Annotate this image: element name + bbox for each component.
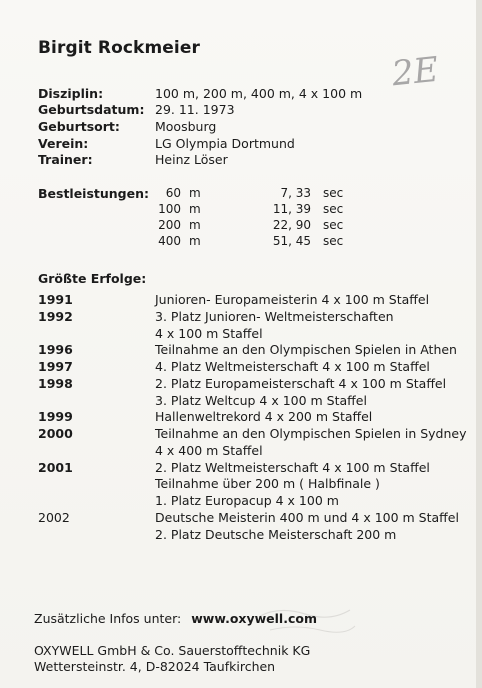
result-text: 1. Platz Europacup 4 x 100 m — [155, 493, 339, 508]
best-unit: m — [189, 202, 201, 216]
result-text: Hallenweltrekord 4 x 200 m Staffel — [155, 409, 373, 424]
bestleistungen-label: Bestleistungen: — [38, 186, 150, 201]
best-unit: m — [189, 186, 201, 200]
info-label: Disziplin: — [38, 86, 104, 101]
result-year: 2001 — [38, 460, 73, 475]
result-text: Junioren- Europameisterin 4 x 100 m Staffel — [155, 292, 430, 307]
result-year: 2000 — [38, 426, 73, 441]
footer-infos-label: Zusätzliche Infos unter: — [34, 611, 182, 626]
info-value: 100 m, 200 m, 400 m, 4 x 100 m — [155, 86, 363, 101]
info-value: Heinz Löser — [155, 152, 228, 167]
best-sec: sec — [323, 218, 344, 232]
info-label: Verein: — [38, 136, 89, 151]
result-year: 1999 — [38, 409, 73, 424]
result-text: Teilnahme über 200 m ( Halbfinale ) — [155, 476, 380, 491]
best-unit: m — [189, 218, 201, 232]
result-year: 1992 — [38, 309, 73, 324]
best-time: 11, 39 — [272, 202, 311, 216]
best-distance: 60 — [165, 186, 181, 200]
info-value: LG Olympia Dortmund — [155, 136, 295, 151]
result-text: 2. Platz Weltmeisterschaft 4 x 100 m Staffel — [155, 460, 430, 475]
result-text: 2. Platz Deutsche Meisterschaft 200 m — [155, 527, 397, 542]
result-year: 1997 — [38, 359, 73, 374]
best-sec: sec — [323, 186, 344, 200]
athlete-name: Birgit Rockmeier — [38, 38, 200, 58]
footer-address: Wettersteinstr. 4, D-82024 Taufkirchen — [34, 659, 276, 674]
info-label: Geburtsdatum: — [38, 102, 145, 117]
best-sec: sec — [323, 234, 344, 248]
result-year: 1996 — [38, 342, 73, 357]
best-sec: sec — [323, 202, 344, 216]
best-unit: m — [189, 234, 201, 248]
info-value: 29. 11. 1973 — [155, 102, 235, 117]
info-label: Trainer: — [38, 152, 93, 167]
best-time: 7, 33 — [280, 186, 311, 200]
result-text: Deutsche Meisterin 400 m und 4 x 100 m Staffel — [155, 510, 459, 525]
best-distance: 100 — [158, 202, 181, 216]
best-time: 51, 45 — [272, 234, 311, 248]
handwritten-note: 2E — [390, 49, 441, 95]
result-text: 4. Platz Weltmeisterschaft 4 x 100 m Staffel — [155, 359, 430, 374]
result-text: 3. Platz Junioren- Weltmeisterschaften — [155, 309, 394, 324]
info-label: Geburtsort: — [38, 119, 120, 134]
result-year: 2002 — [38, 510, 70, 525]
result-text: 2. Platz Europameisterschaft 4 x 100 m Staffel — [155, 376, 447, 391]
result-text: 3. Platz Weltcup 4 x 100 m Staffel — [155, 393, 367, 408]
footer-info — [34, 611, 317, 626]
result-year: 1991 — [38, 292, 73, 307]
result-text: Teilnahme an den Olympischen Spielen in Athen — [155, 342, 457, 357]
footer-url-link[interactable]: www.oxywell.com — [191, 611, 317, 626]
result-year: 1998 — [38, 376, 73, 391]
best-time: 22, 90 — [272, 218, 311, 232]
info-value: Moosburg — [155, 119, 217, 134]
erfolge-title: Größte Erfolge: — [38, 271, 147, 286]
result-text: Teilnahme an den Olympischen Spielen in Sydney — [155, 426, 467, 441]
result-text: 4 x 100 m Staffel — [155, 326, 263, 341]
footer-company: OXYWELL GmbH & Co. Sauerstofftechnik KG — [34, 643, 311, 658]
best-distance: 200 — [158, 218, 181, 232]
result-text: 4 x 400 m Staffel — [155, 443, 263, 458]
best-distance: 400 — [158, 234, 181, 248]
